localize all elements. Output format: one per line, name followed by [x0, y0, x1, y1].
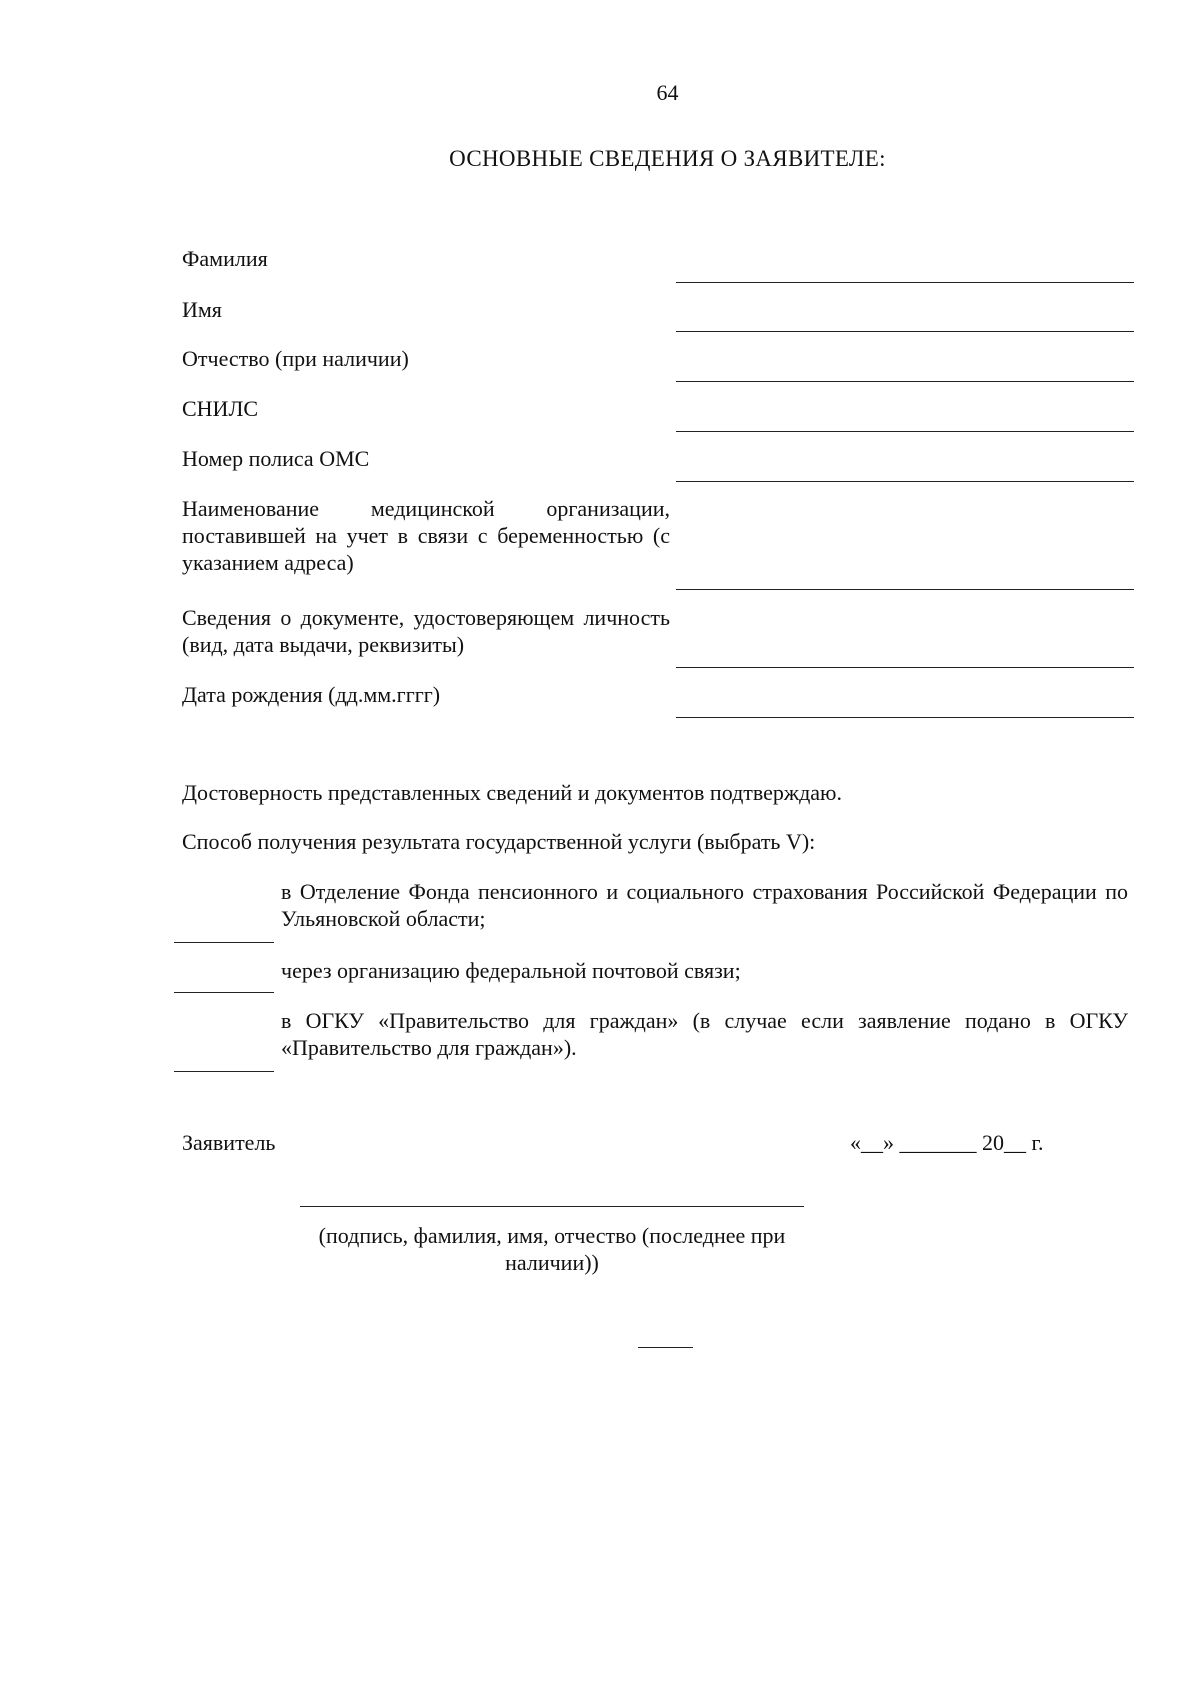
field-label-oms-policy: Номер полиса ОМС [182, 446, 370, 471]
field-line-patronymic[interactable] [676, 381, 1134, 382]
confirmation-statement: Достоверность представленных сведений и документов подтверждаю. [182, 780, 842, 805]
field-label-snils: СНИЛС [182, 396, 259, 421]
field-line-birth-date[interactable] [676, 717, 1134, 718]
signature-line[interactable] [300, 1206, 804, 1207]
delivery-option-government-center-mark[interactable] [174, 1071, 274, 1072]
end-mark [638, 1347, 693, 1348]
signature-date[interactable]: «__» _______ 20__ г. [850, 1130, 1044, 1155]
page-number: 64 [656, 80, 679, 105]
field-line-oms-policy[interactable] [676, 481, 1134, 482]
field-label-medical-organization: Наименование медицинской организации, поставившей на учет в связи с беременностью (с указанием адреса) [182, 496, 670, 575]
field-label-identity-document: Сведения о документе, удостоверяющем личность (вид, дата выдачи, реквизиты) [182, 605, 670, 657]
delivery-prompt: Способ получения результата государственной услуги (выбрать V): [182, 829, 816, 854]
delivery-option-fund-office: в Отделение Фонда пенсионного и социального страхования Российской Федерации по Ульяновской области; [281, 879, 1128, 931]
signature-caption: (подпись, фамилия, имя, отчество (последнее при наличии)) [318, 1223, 786, 1275]
delivery-option-government-center: в ОГКУ «Правительство для граждан» (в случае если заявление подано в ОГКУ «Правительство для граждан»). [281, 1008, 1128, 1060]
field-label-name: Имя [182, 297, 222, 322]
field-label-birth-date: Дата рождения (дд.мм.гггг) [182, 682, 441, 707]
field-line-name[interactable] [676, 331, 1134, 332]
delivery-option-post-mark[interactable] [174, 992, 274, 993]
field-line-identity-document[interactable] [676, 667, 1134, 668]
field-line-snils[interactable] [676, 431, 1134, 432]
delivery-option-post: через организацию федеральной почтовой связи; [281, 958, 741, 983]
field-line-medical-organization[interactable] [676, 589, 1134, 590]
field-label-surname: Фамилия [182, 246, 268, 271]
field-line-surname[interactable] [676, 282, 1134, 283]
signer-label: Заявитель [182, 1130, 276, 1155]
form-title: ОСНОВНЫЕ СВЕДЕНИЯ О ЗАЯВИТЕЛЕ: [449, 146, 886, 171]
field-label-patronymic: Отчество (при наличии) [182, 346, 409, 371]
delivery-option-fund-office-mark[interactable] [174, 942, 274, 943]
